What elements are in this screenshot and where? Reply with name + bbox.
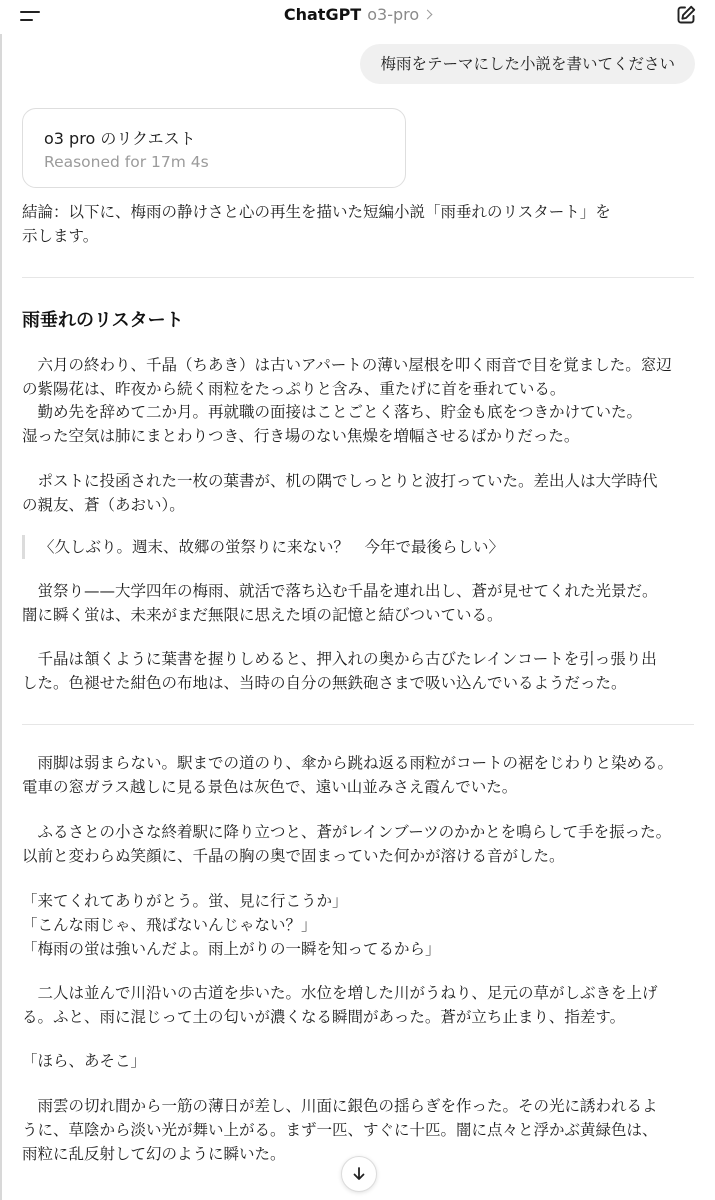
window-edge xyxy=(0,0,2,1200)
assistant-response xyxy=(22,200,702,1166)
story-paragraph xyxy=(22,751,702,799)
text-line: 示します。 xyxy=(22,227,99,245)
text-line: 雨粒に乱反射して幻のように瞬いた。 xyxy=(22,1145,286,1163)
text-line: うに、草陰から淡い光が舞い上がる。まず一匹、すぐに十匹。闇に点々と浮かぶ黄緑色は、 xyxy=(22,1121,658,1139)
text-line: 勤め先を辞めて二か月。再就職の面接はことごとく落ち、貯金も底をつきかけていた。 xyxy=(22,403,643,421)
text-line: る。ふと、雨に混じって土の匂いが濃くなる瞬間があった。蒼が立ち止まり、指差す。 xyxy=(22,1008,626,1026)
user-message-bubble: 梅雨をテーマにした小説を書いてください xyxy=(360,44,695,84)
reasoning-card[interactable] xyxy=(22,108,406,188)
text-line: ふるさとの小さな終着駅に降り立つと、蒼がレインブーツのかかとを鳴らして手を振った。 xyxy=(22,823,672,841)
text-line: 蛍祭り——大学四年の梅雨、就活で落ち込む千晶を連れ出し、蒼が見せてくれた光景だ。 xyxy=(22,582,658,600)
blockquote: 〈久しぶり。週末、故郷の蛍祭りに来ない？ 今年で最後らしい〉 xyxy=(22,535,702,559)
story-paragraph xyxy=(22,579,702,627)
text-line: 闇に瞬く蛍は、未来がまだ無限に思えた頃の記憶と結びついている。 xyxy=(22,606,503,624)
dialogue-line: 「来てくれてありがとう。蛍、見に行こうか」 xyxy=(22,892,348,910)
text-line: の親友、蒼（あおい）。 xyxy=(22,496,185,514)
app-title: ChatGPT xyxy=(283,5,362,24)
text-line: の紫陽花は、昨夜から続く雨粒をたっぷりと含み、重たげに首を垂れている。 xyxy=(22,379,566,398)
text-line: した。色褪せた紺色の布地は、当時の自分の無鉄砲さまで吸い込んでいるようだった。 xyxy=(22,674,627,692)
story-paragraph xyxy=(22,469,702,517)
intro-paragraph xyxy=(22,200,702,248)
dialogue-line: 「こんな雨じゃ、飛ばないんじゃない？」 xyxy=(22,916,317,934)
story-paragraph xyxy=(22,1094,702,1166)
dialogue-block xyxy=(22,889,702,961)
text-line: 雨脚は弱まらない。駅までの道のり、傘から跳ね返る雨粒がコートの裾をじわりと染める。 xyxy=(22,754,674,772)
reasoning-title: o3 pro のリクエスト xyxy=(44,129,196,148)
top-bar xyxy=(0,0,715,34)
dialogue-line: 「ほら、あそこ」 xyxy=(22,1052,147,1070)
scroll-to-bottom-button[interactable] xyxy=(341,1156,377,1192)
model-selector[interactable] xyxy=(0,4,715,26)
text-line: ポストに投函された一枚の葉書が、机の隅でしっとりと波打っていた。差出人は大学時代 xyxy=(22,472,658,490)
text-line: 結論：以下に、梅雨の静けさと心の再生を描いた短編小説「雨垂れのリスタート」を xyxy=(22,203,611,221)
model-name: o3-pro xyxy=(367,5,420,24)
dialogue-line: 「梅雨の蛍は強いんだよ。雨上がりの一瞬を知ってるから」 xyxy=(22,940,441,958)
story-title: 雨垂れのリスタート xyxy=(22,310,184,331)
reasoning-duration: Reasoned for 17m 4s xyxy=(44,153,209,171)
text-line: 湿った空気は肺にまとわりつき、行き場のない焦燥を増幅させるばかりだった。 xyxy=(22,426,580,445)
story-paragraph xyxy=(22,981,702,1029)
text-line: 雨雲の切れ間から一筋の薄日が差し、川面に銀色の揺らぎを作った。その光に誘われるよ xyxy=(22,1097,658,1115)
arrow-down-icon xyxy=(351,1166,367,1182)
text-line: 二人は並んで川沿いの古道を歩いた。水位を増した川がうねり、足元の草がしぶきを上げ xyxy=(22,984,658,1002)
new-chat-icon[interactable] xyxy=(675,4,697,26)
story-paragraph xyxy=(22,820,702,868)
story-paragraph xyxy=(22,647,702,695)
chevron-right-icon xyxy=(423,10,433,20)
text-line: 電車の窓ガラス越しに見る景色は灰色で、遠い山並みさえ霞んでいた。 xyxy=(22,778,518,796)
text-line: 六月の終わり、千晶（ちあき）は古いアパートの薄い屋根を叩く雨音で目を覚ました。窓辺 xyxy=(22,356,672,374)
text-line: 以前と変わらぬ笑顔に、千晶の胸の奥で固まっていた何かが溶ける音がした。 xyxy=(22,847,565,865)
story-paragraph xyxy=(22,354,702,448)
text-line: 千晶は頷くように葉書を握りしめると、押入れの奥から古びたレインコートを引っ張り出 xyxy=(22,650,657,668)
